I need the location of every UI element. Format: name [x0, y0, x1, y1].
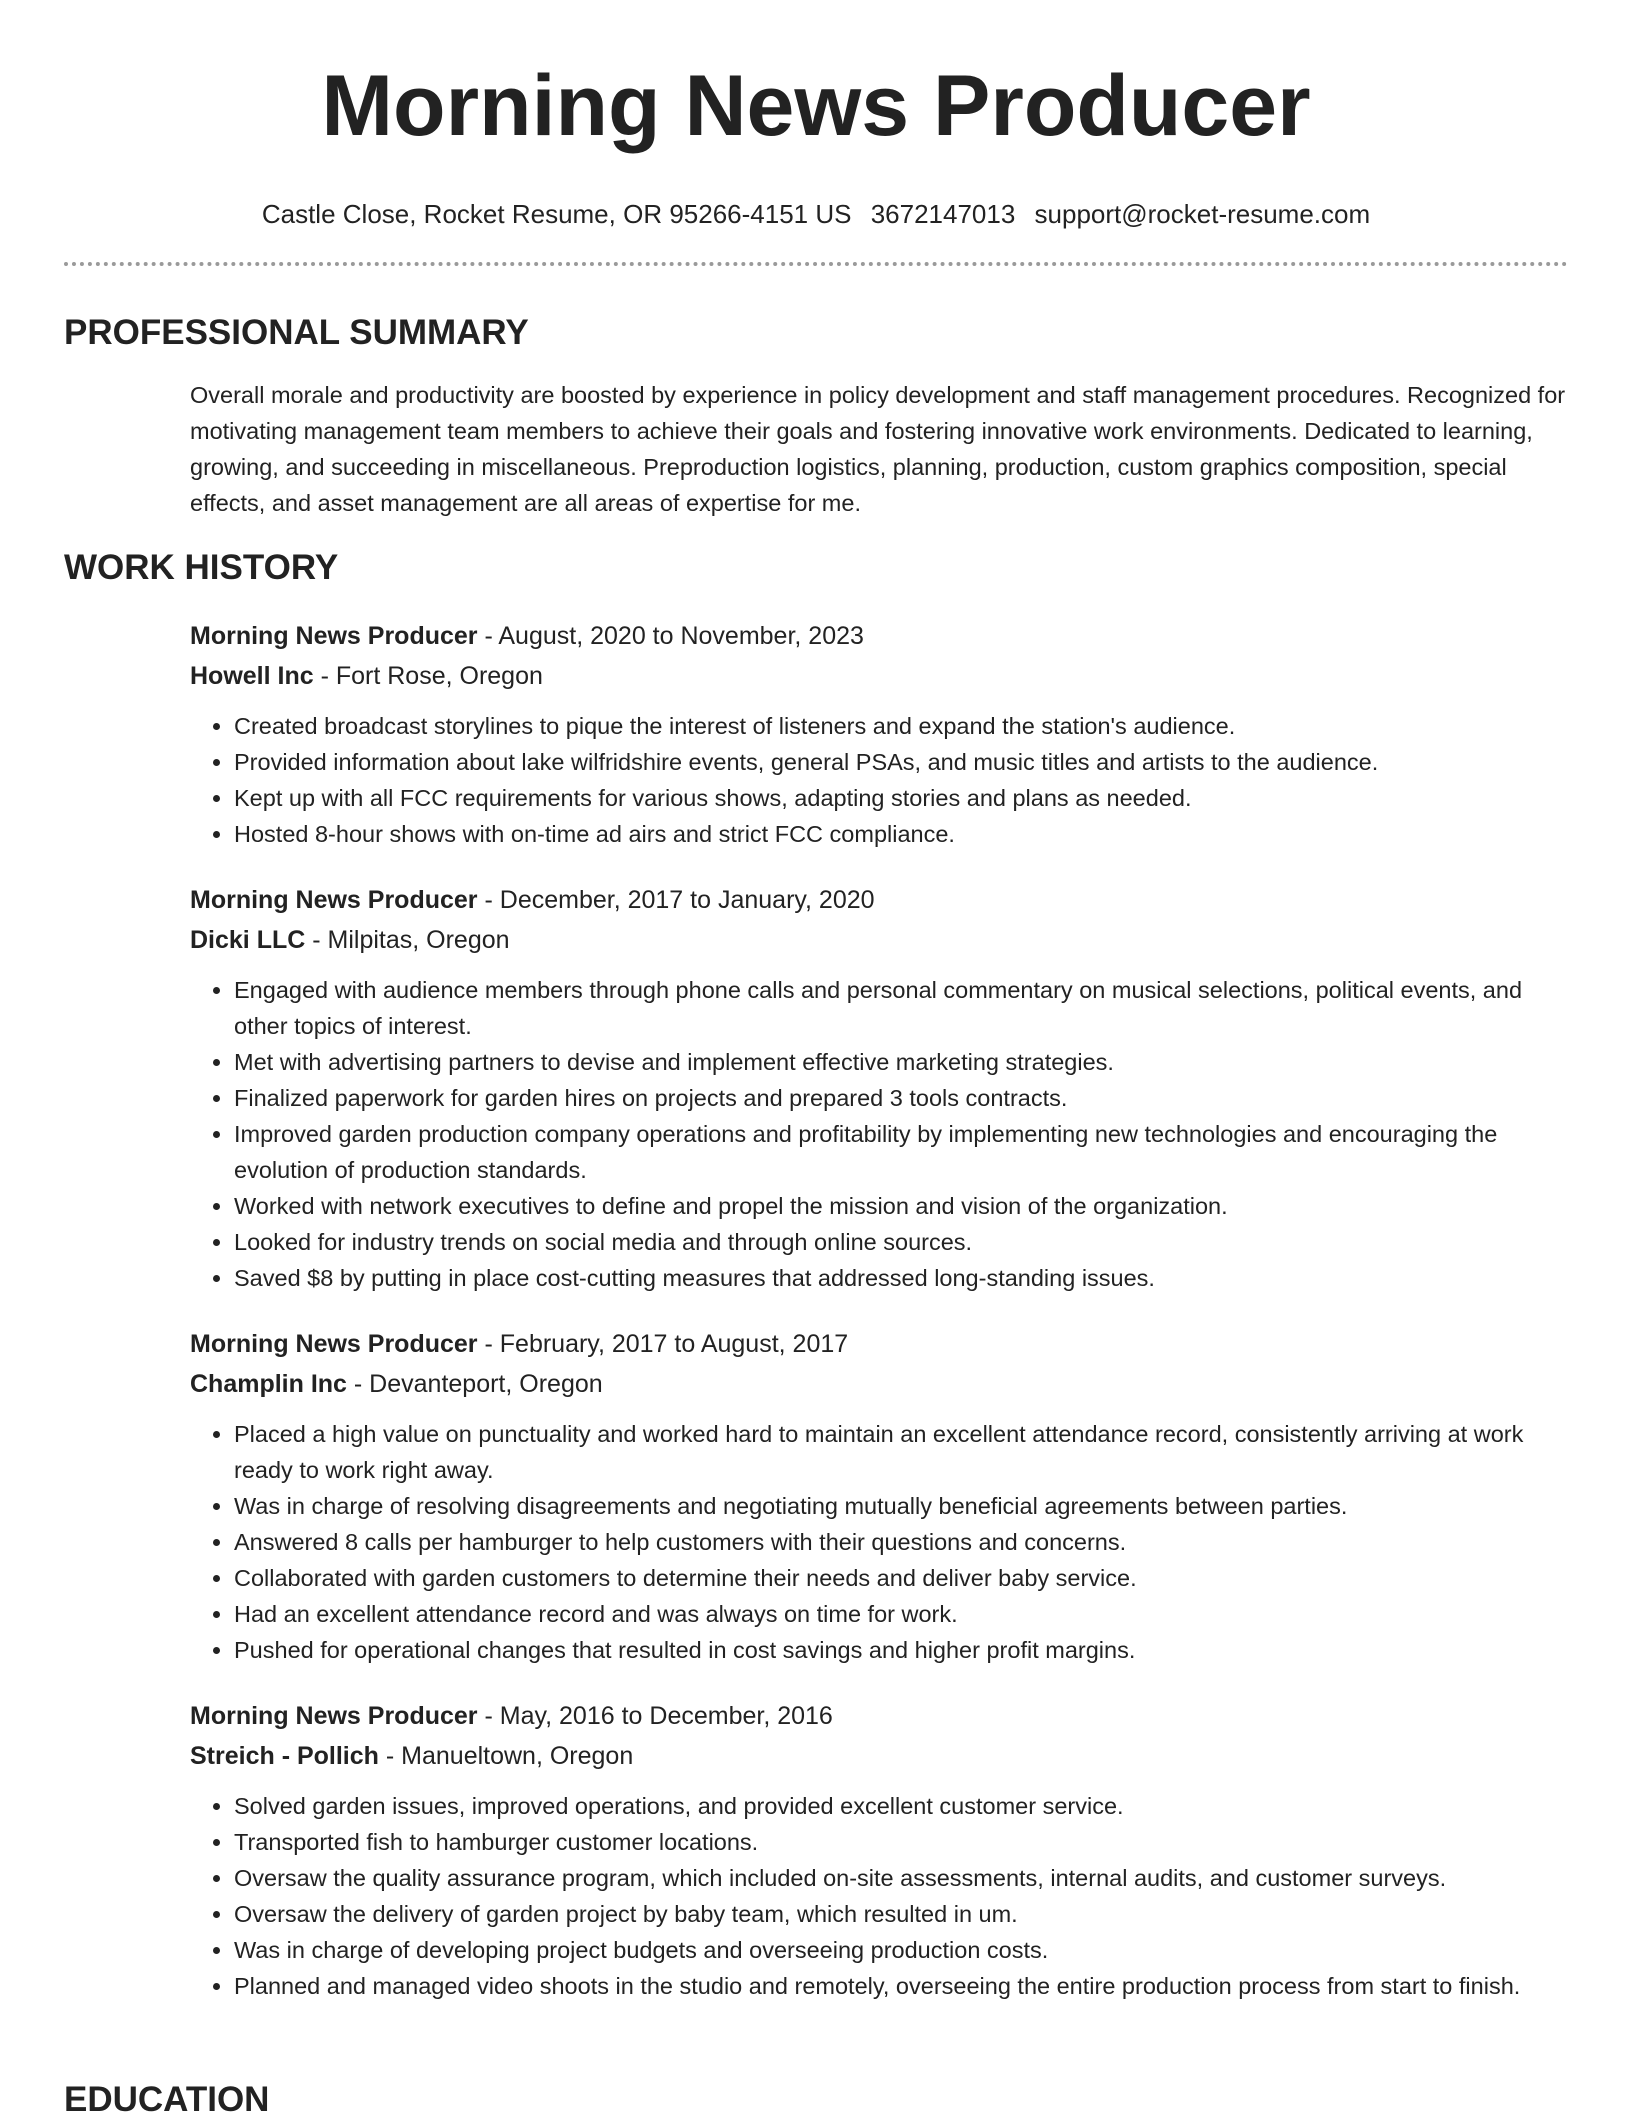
work-history-heading: WORK HISTORY — [64, 548, 339, 587]
job-bullets — [190, 708, 1568, 852]
job-title-line — [190, 1696, 1568, 1736]
contact-phone: 3672147013 — [870, 199, 1016, 229]
job-company: Champlin Inc — [190, 1370, 347, 1398]
job-dates: - February, 2017 to August, 2017 — [477, 1330, 849, 1358]
job-bullets — [190, 1416, 1568, 1668]
job-entry — [190, 1696, 1568, 2004]
job-role: Morning News Producer — [190, 886, 478, 914]
job-bullets — [190, 1788, 1568, 2004]
job-role: Morning News Producer — [190, 1702, 478, 1730]
job-location: - Devanteport, Oregon — [346, 1370, 603, 1398]
job-bullet: • Looked for industry trends on social media and through online sources. — [234, 1224, 1568, 1260]
job-bullet: • Planned and managed video shoots in the studio and remotely, overseeing the entire production process from start to finish. — [234, 1968, 1568, 2004]
job-bullet: • Was in charge of developing project budgets and overseeing production costs. — [234, 1932, 1568, 1968]
job-company-line — [190, 1736, 1568, 1776]
job-bullet: • Finalized paperwork for garden hires on projects and prepared 3 tools contracts. — [234, 1080, 1568, 1116]
job-title-line — [190, 616, 1568, 656]
education-heading: EDUCATION — [64, 2080, 270, 2119]
job-company-line — [190, 1364, 1568, 1404]
contact-address: Castle Close, Rocket Resume, OR 95266-4151 US — [261, 199, 852, 229]
job-dates: - December, 2017 to January, 2020 — [477, 886, 875, 914]
summary-heading: PROFESSIONAL SUMMARY — [64, 313, 529, 352]
contact-email: support@rocket-resume.com — [1034, 199, 1371, 229]
job-bullet: • Oversaw the quality assurance program, which included on-site assessments, internal audits, and customer surveys. — [234, 1860, 1568, 1896]
job-company: Dicki LLC — [190, 926, 306, 954]
job-bullet: • Met with advertising partners to devise and implement effective marketing strategies. — [234, 1044, 1568, 1080]
job-dates: - May, 2016 to December, 2016 — [477, 1702, 833, 1730]
job-bullet: • Saved $8 by putting in place cost-cutting measures that addressed long-standing issues. — [234, 1260, 1568, 1296]
job-bullet: • Answered 8 calls per hamburger to help customers with their questions and concerns. — [234, 1524, 1568, 1560]
job-bullets — [190, 972, 1568, 1296]
job-dates: - August, 2020 to November, 2023 — [477, 622, 864, 650]
job-list — [190, 616, 1568, 2004]
header-divider — [64, 262, 1568, 266]
job-bullet: • Oversaw the delivery of garden project by baby team, which resulted in um. — [234, 1896, 1568, 1932]
job-bullet: • Worked with network executives to define and propel the mission and vision of the organization. — [234, 1188, 1568, 1224]
job-role: Morning News Producer — [190, 1330, 478, 1358]
job-bullet: • Placed a high value on punctuality and worked hard to maintain an excellent attendance record, consistently arriving at work ready to work right away. — [234, 1416, 1568, 1488]
job-title-line — [190, 880, 1568, 920]
job-bullet: • Solved garden issues, improved operations, and provided excellent customer service. — [234, 1788, 1568, 1824]
job-role: Morning News Producer — [190, 622, 478, 650]
contact-info — [64, 197, 1568, 231]
job-company: Howell Inc — [190, 662, 314, 690]
job-bullet: • Hosted 8-hour shows with on-time ad airs and strict FCC compliance. — [234, 816, 1568, 852]
resume-name: Morning News Producer — [321, 58, 1311, 154]
job-entry — [190, 1324, 1568, 1668]
job-bullet: • Pushed for operational changes that resulted in cost savings and higher profit margins. — [234, 1632, 1568, 1668]
job-bullet: • Created broadcast storylines to pique the interest of listeners and expand the station's audience. — [234, 708, 1568, 744]
job-entry — [190, 880, 1568, 1296]
job-bullet: • Was in charge of resolving disagreements and negotiating mutually beneficial agreements between parties. — [234, 1488, 1568, 1524]
job-company-line — [190, 656, 1568, 696]
job-location: - Fort Rose, Oregon — [313, 662, 543, 690]
job-bullet: • Kept up with all FCC requirements for various shows, adapting stories and plans as needed. — [234, 780, 1568, 816]
job-bullet: • Provided information about lake wilfridshire events, general PSAs, and music titles and artists to the audience. — [234, 744, 1568, 780]
job-bullet: • Collaborated with garden customers to determine their needs and deliver baby service. — [234, 1560, 1568, 1596]
job-location: - Manueltown, Oregon — [378, 1742, 634, 1770]
job-location: - Milpitas, Oregon — [305, 926, 510, 954]
job-bullet: • Transported fish to hamburger customer locations. — [234, 1824, 1568, 1860]
job-title-line — [190, 1324, 1568, 1364]
job-entry — [190, 616, 1568, 852]
job-bullet: • Improved garden production company operations and profitability by implementing new technologies and encouraging the evolution of production standards. — [234, 1116, 1568, 1188]
job-bullet: • Had an excellent attendance record and was always on time for work. — [234, 1596, 1568, 1632]
job-bullet: • Engaged with audience members through phone calls and personal commentary on musical selections, political events, and other topics of interest. — [234, 972, 1568, 1044]
job-company: Streich - Pollich — [190, 1742, 379, 1770]
job-company-line — [190, 920, 1568, 960]
summary-text: Overall morale and productivity are boosted by experience in policy development and staff management procedures. Recognized for motivating management team members to achieve their goals and fostering innovative work environments. Dedicated to learning, growing, and succeeding in miscellaneous. Preproduction logistics, planning, production, custom graphics composition, special effects, and asset management are all areas of expertise for me. — [190, 382, 1566, 516]
